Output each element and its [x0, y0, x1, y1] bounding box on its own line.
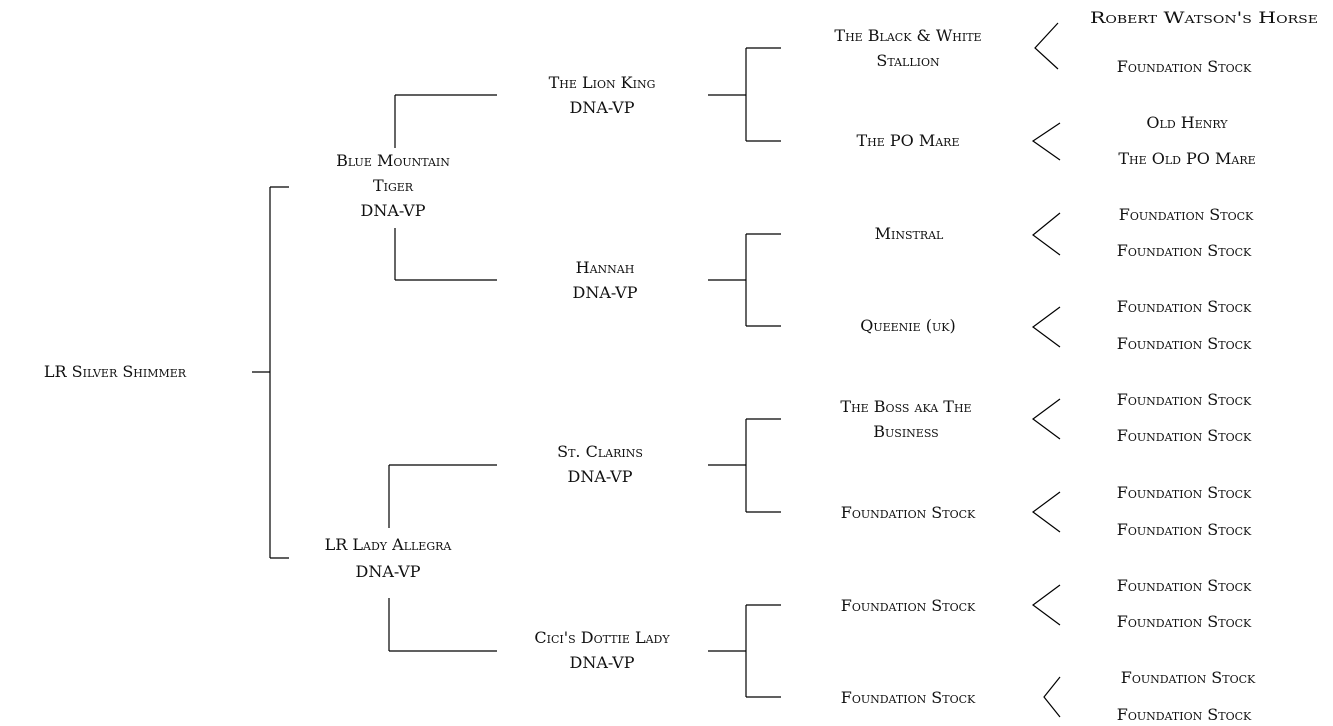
sdd-name: Queenie (uk) [860, 316, 956, 335]
dds-name: Foundation Stock [840, 596, 976, 615]
ancestor-15: Foundation Stock [1120, 668, 1256, 687]
sire-name-line-2: Tiger [372, 176, 414, 195]
ancestor-7: Foundation Stock [1116, 297, 1252, 316]
ancestor-9: Foundation Stock [1116, 390, 1252, 409]
sire-dam-dna: DNA-VP [572, 283, 638, 302]
angle-bracket-3 [1033, 213, 1060, 255]
ssd-name: The PO Mare [856, 131, 960, 150]
angle-bracket-2 [1033, 123, 1060, 160]
dam-sire-dna: DNA-VP [567, 467, 633, 486]
dam-dam-name: Cici's Dottie Lady [534, 628, 670, 647]
ancestor-5: Foundation Stock [1118, 205, 1254, 224]
dam-dam-dna: DNA-VP [569, 653, 635, 672]
ancestor-13: Foundation Stock [1116, 576, 1252, 595]
dss-name-line-1: The Boss aka The [840, 397, 972, 416]
ancestor-12: Foundation Stock [1116, 520, 1252, 539]
ancestor-1: Robert Watson's Horse [1090, 8, 1318, 27]
subject-name: LR Silver Shimmer [43, 362, 187, 381]
sire-name-line-1: Blue Mountain [336, 151, 450, 170]
angle-bracket-8 [1044, 677, 1060, 717]
ancestor-8: Foundation Stock [1116, 334, 1252, 353]
dss-name-line-2: Business [873, 422, 939, 441]
angle-bracket-6 [1033, 492, 1060, 532]
ancestor-2: Foundation Stock [1116, 57, 1252, 76]
sire-sire-name: The Lion King [548, 73, 656, 92]
dam-sire-name: St. Clarins [557, 442, 643, 461]
dam-dna: DNA-VP [355, 562, 421, 581]
sss-name-line-2: Stallion [876, 51, 940, 70]
angle-bracket-5 [1033, 399, 1060, 439]
sds-name: Minstral [874, 224, 944, 243]
sire-dna: DNA-VP [360, 201, 426, 220]
sire-sire-dna: DNA-VP [569, 98, 635, 117]
angle-bracket-4 [1033, 307, 1060, 347]
sire-dam-name: Hannah [575, 258, 635, 277]
dsd-name: Foundation Stock [840, 503, 976, 522]
dam-name: LR Lady Allegra [324, 535, 452, 554]
ancestor-3: Old Henry [1146, 113, 1228, 132]
ancestor-10: Foundation Stock [1116, 426, 1252, 445]
ancestor-14: Foundation Stock [1116, 612, 1252, 631]
ancestor-16: Foundation Stock [1116, 705, 1252, 724]
ancestor-6: Foundation Stock [1116, 241, 1252, 260]
sss-name-line-1: The Black & White [834, 26, 982, 45]
ddd-name: Foundation Stock [840, 688, 976, 707]
ancestor-11: Foundation Stock [1116, 483, 1252, 502]
ancestor-4: The Old PO Mare [1118, 149, 1256, 168]
generation-4 [1090, 8, 1318, 724]
angle-bracket-1 [1035, 23, 1058, 69]
angle-bracket-7 [1033, 585, 1060, 625]
